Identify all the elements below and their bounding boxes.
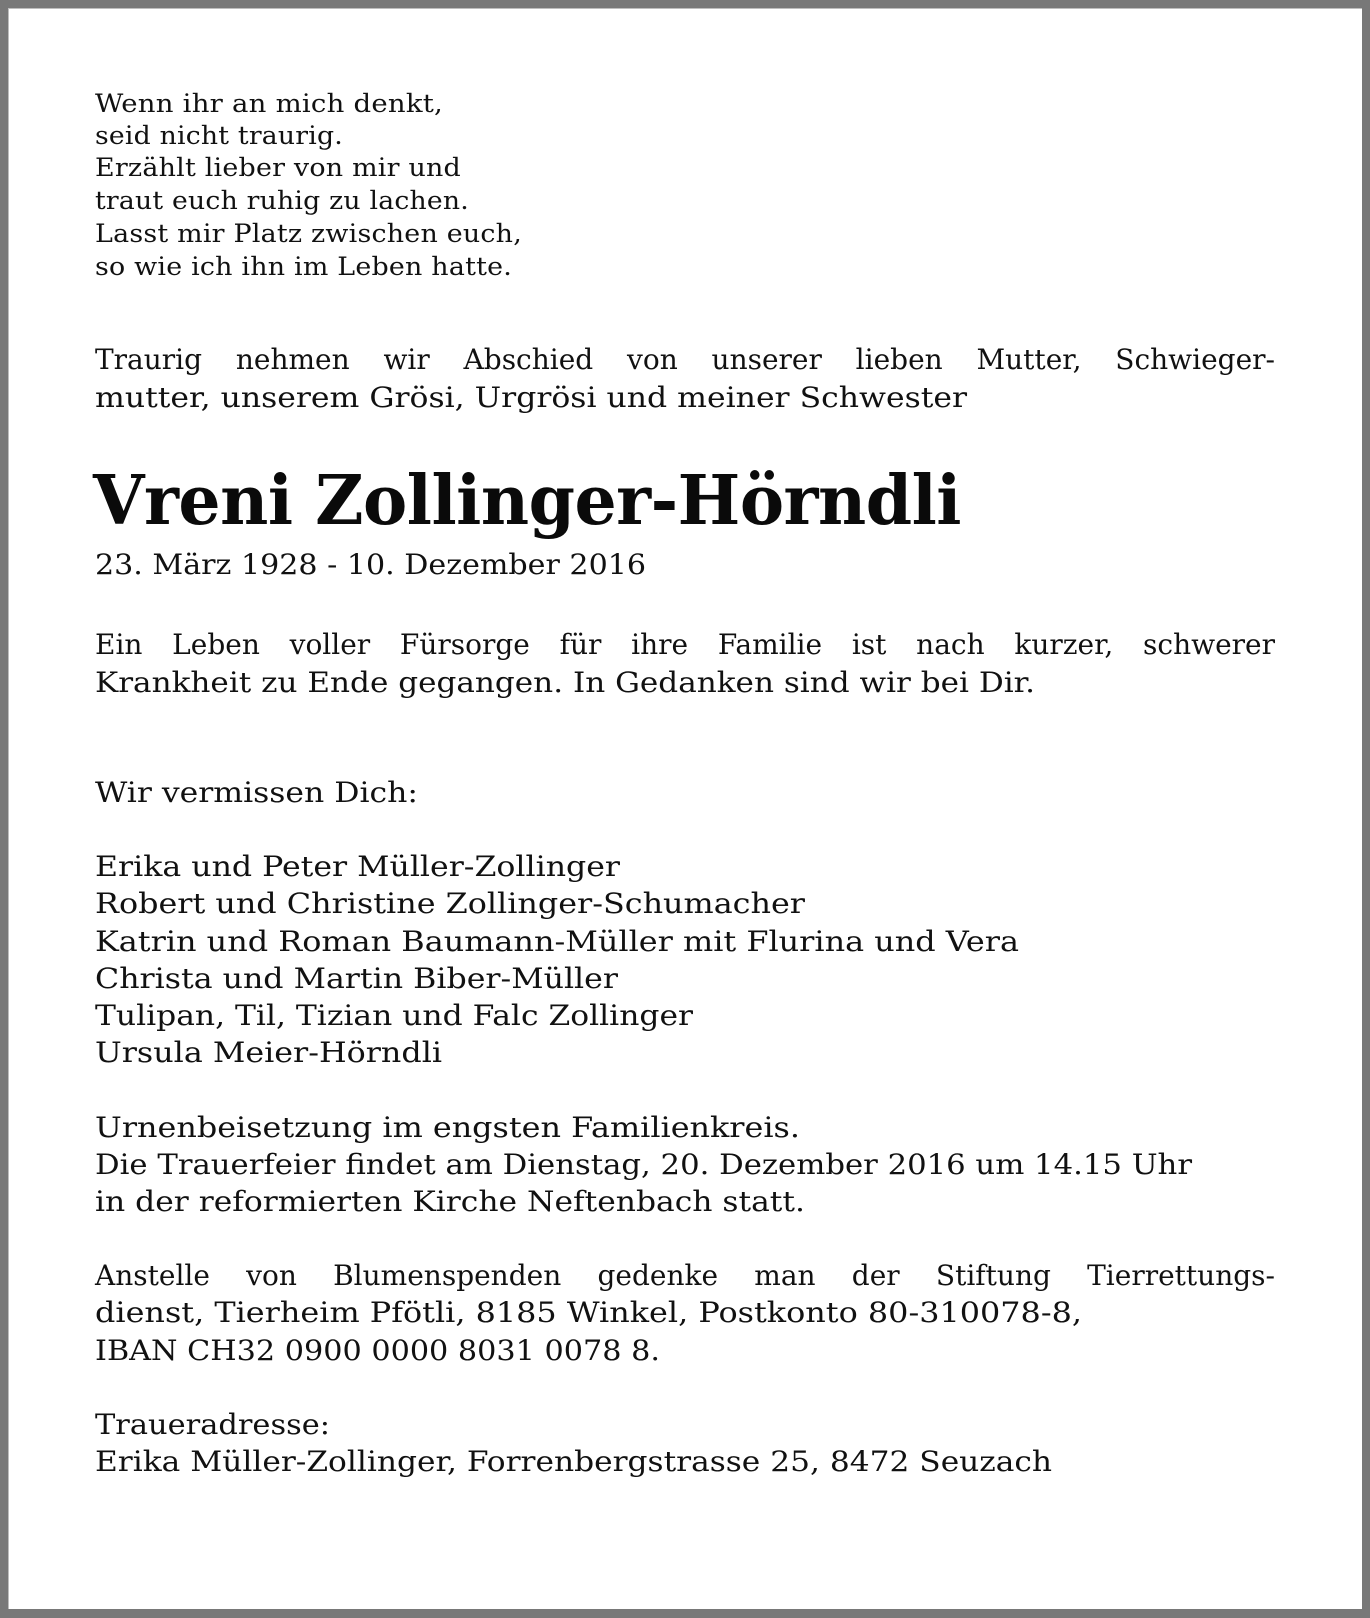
mourner-entry: Christa und Martin Biber-Müller [95, 962, 618, 995]
mourner-entry: Katrin und Roman Baumann-Müller mit Flurina und Vera [95, 925, 1019, 958]
poem-line: traut euch ruhig zu lachen. [95, 186, 470, 215]
mourners-heading: Wir vermissen Dich: [95, 776, 419, 809]
donation-line: Anstelle von Blumenspenden gedenke man der Stiftung Tierrettungs- [95, 1259, 1275, 1292]
donation-line: IBAN CH32 0900 0000 8031 0078 8. [95, 1334, 660, 1367]
intro-line: Traurig nehmen wir Abschied von unserer lieben Mutter, Schwieger- [95, 343, 1275, 376]
address-heading: Traueradresse: [95, 1408, 330, 1441]
mourner-entry: Tulipan, Til, Tizian und Falc Zollinger [95, 999, 694, 1032]
deceased-name: Vreni Zollinger-Hörndli [93, 461, 962, 541]
poem-line: Lasst mir Platz zwischen euch, [95, 219, 522, 248]
service-line: in der reformierten Kirche Neftenbach statt. [95, 1185, 805, 1218]
mourner-entry: Ursula Meier-Hörndli [95, 1036, 443, 1069]
tribute-line: Krankheit zu Ende gegangen. In Gedanken sind wir bei Dir. [95, 666, 1035, 699]
mourner-entry: Robert und Christine Zollinger-Schumacher [95, 887, 805, 920]
service-line: Die Trauerfeier findet am Dienstag, 20. Dezember 2016 um 14.15 Uhr [95, 1148, 1193, 1181]
tribute-line: Ein Leben voller Fürsorge für ihre Familie ist nach kurzer, schwerer [95, 628, 1275, 661]
intro-line: mutter, unserem Grösi, Urgrösi und meiner Schwester [95, 381, 968, 414]
poem-line: Wenn ihr an mich denkt, [95, 89, 443, 118]
poem-line: Erzählt lieber von mir und [95, 153, 461, 182]
service-line: Urnenbeisetzung im engsten Familienkreis. [95, 1111, 800, 1144]
poem-line: so wie ich ihn im Leben hatte. [95, 252, 512, 281]
dates-line: 23. März 1928 - 10. Dezember 2016 [95, 548, 647, 581]
poem-line: seid nicht traurig. [95, 121, 343, 150]
donation-line: dienst, Tierheim Pfötli, 8185 Winkel, Postkonto 80-310078-8, [95, 1296, 1082, 1329]
mourner-entry: Erika und Peter Müller-Zollinger [95, 850, 621, 883]
obituary-page [8, 8, 1362, 1609]
mourning-address: Erika Müller-Zollinger, Forrenbergstrasse 25, 8472 Seuzach [95, 1445, 1053, 1478]
